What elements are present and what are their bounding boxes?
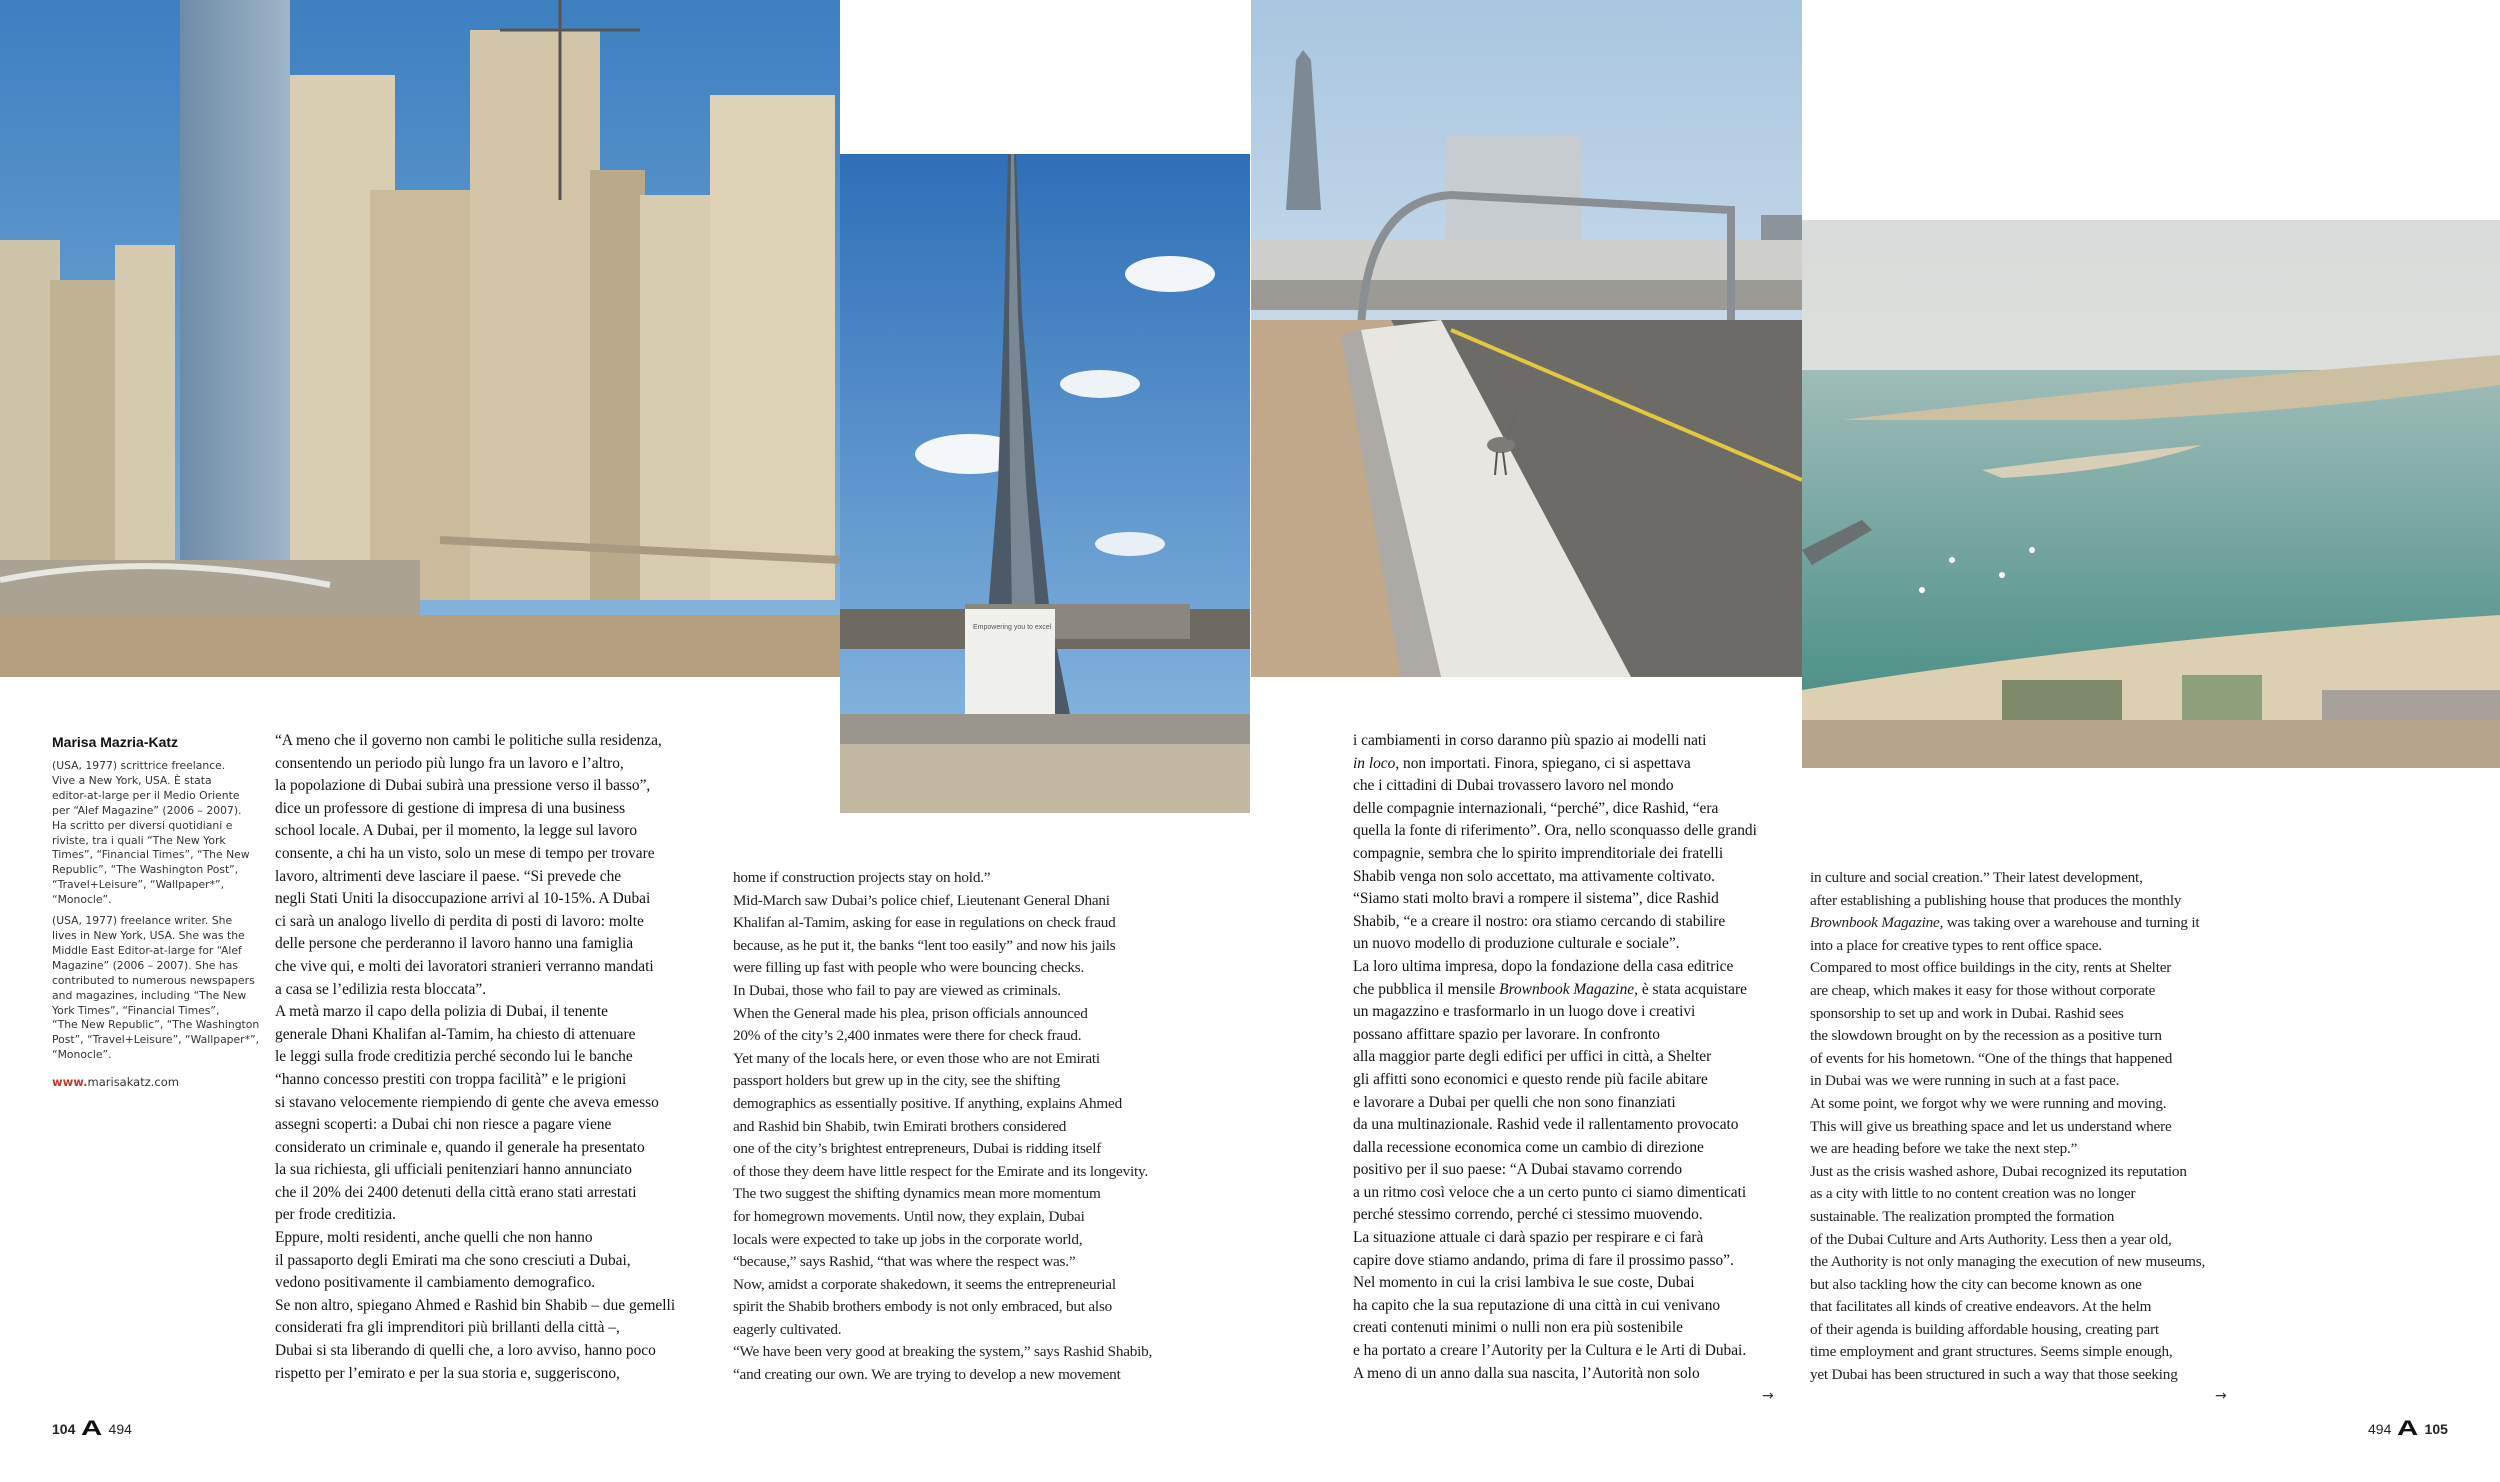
text-line: sustainable. The realization prompted the formation xyxy=(1810,1207,2115,1225)
text-line: si stavano velocemente riempiendo di gente che aveva emesso xyxy=(275,1093,659,1111)
bio-italian xyxy=(52,759,262,908)
billboard-text: Empowering you to excel xyxy=(973,624,1052,631)
bio-line: “The New Republic”, “The Washington xyxy=(52,1018,260,1032)
bio-line: per “Alef Magazine” (2006 – 2007). xyxy=(52,803,242,817)
text-line: eagerly cultivated. xyxy=(733,1320,842,1338)
bio-line: “Travel+Leisure”, “Wallpaper*”, xyxy=(52,878,224,892)
text-line: “and creating our own. We are trying to develop a new movement xyxy=(733,1366,1121,1384)
folio-left xyxy=(52,1417,132,1441)
text-line: Just as the crisis washed ashore, Dubai recognized its reputation xyxy=(1810,1162,2187,1180)
text-line: passport holders but grew up in the city, see the shifting xyxy=(733,1072,1060,1090)
text-line: after establishing a publishing house that produces the monthly xyxy=(1810,891,2182,909)
text-line: as a city with little to no content creation was no longer xyxy=(1810,1185,2136,1203)
text-line: capire dove stiamo andando, prima di fare il prossimo passo”. xyxy=(1353,1251,1734,1269)
magazine-logo-icon: A xyxy=(81,1417,103,1440)
text-line: The two suggest the shifting dynamics mean more momentum xyxy=(733,1185,1101,1203)
text-line: one of the city’s brightest entrepreneurs, Dubai is ridding itself xyxy=(733,1140,1102,1158)
bio-line: Magazine” (2006 – 2007). She has xyxy=(52,958,238,972)
bio-line: (USA, 1977) freelance writer. She xyxy=(52,914,233,928)
text-line: Nel momento in cui la crisi lambiva le sue coste, Dubai xyxy=(1353,1274,1695,1292)
text-line: possano affittare spazio per lavorare. In confronto xyxy=(1353,1025,1660,1043)
italic-phrase: in loco xyxy=(1353,754,1396,772)
text-line: that facilitates all kinds of creative endeavors. At the helm xyxy=(1810,1298,2152,1316)
text-line: ha capito che la sua reputazione di una città in cui venivano xyxy=(1353,1296,1721,1314)
issue-number-left: 494 xyxy=(108,1421,132,1437)
text-line: “because,” says Rashid, “that was where the respect was.” xyxy=(733,1253,1076,1271)
text-line: “hanno concesso prestiti con troppa facilità” e le prigioni xyxy=(275,1070,627,1088)
photo-coastline xyxy=(1802,220,2500,768)
bio-line: contributed to numerous newspapers xyxy=(52,973,255,987)
text-line: school locale. A Dubai, per il momento, la legge sul lavoro xyxy=(275,822,638,840)
text-line: time employment and grant structures. Seems simple enough, xyxy=(1810,1343,2173,1361)
text-line: home if construction projects stay on hold.” xyxy=(733,869,991,886)
text-line: le leggi sulla frode creditizia perché secondo lui le banche xyxy=(275,1048,633,1066)
text-line: ci sarà un analogo livello di perdita di posti di lavoro: molte xyxy=(275,912,644,930)
text-line: into a place for creative types to rent office space. xyxy=(1810,936,2102,954)
text-line: Eppure, molti residenti, anche quelli che non hanno xyxy=(275,1229,593,1247)
text-line: Dubai si sta liberando di quelli che, a loro avviso, hanno poco xyxy=(275,1342,656,1360)
text-line: A meno di un anno dalla sua nascita, l’Autorità non solo xyxy=(1353,1364,1700,1382)
text-line: consentendo un periodo più lungo fra un lavoro e l’altro, xyxy=(275,754,624,772)
text-line: considerati fra gli imprenditori più brillanti della città –, xyxy=(275,1319,620,1337)
article-column-4-english xyxy=(1810,867,2205,1387)
text-line: negli Stati Uniti la disoccupazione arrivi al 10-15%. A Dubai xyxy=(275,890,651,908)
text-line: lavoro, altrimenti deve lasciare il paese. “Si prevede che xyxy=(275,867,622,885)
page-number-right: 105 xyxy=(2424,1421,2448,1437)
text-line: Brownbook Magazine, was taking over a warehouse and turning it xyxy=(1810,914,2200,932)
text-line: of their agenda is building affordable housing, creating part xyxy=(1810,1320,2159,1338)
bio-line: Middle East Editor-at-large for “Alef xyxy=(52,943,242,957)
text-line: the slowdown brought on by the recession as a positive turn xyxy=(1810,1027,2162,1045)
text-line: considerato un criminale e, quando il generale ha presentato xyxy=(275,1138,645,1156)
text-line: un magazzino e trasformarlo in un luogo dove i creativi xyxy=(1353,1003,1696,1021)
text-line: spirit the Shabib brothers embody is not only embraced, but also xyxy=(733,1298,1113,1316)
text-line: compagnie, sembra che lo spirito imprenditoriale dei fratelli xyxy=(1353,844,1724,862)
text-line: because, as he put it, the banks “lent too easily” and now his jails xyxy=(733,936,1116,954)
bio-line: Ha scritto per diversi quotidiani e xyxy=(52,818,233,832)
continue-arrow-icon: → xyxy=(1762,1388,1774,1404)
text-line: This will give us breathing space and let us understand where xyxy=(1810,1117,2172,1135)
text-line: demographics as essentially positive. If anything, explains Ahmed xyxy=(733,1094,1122,1112)
text-line: “A meno che il governo non cambi le politiche sulla residenza, xyxy=(275,732,662,749)
text-line: sponsorship to set up and work in Dubai. Rashid sees xyxy=(1810,1004,2124,1022)
website-domain: marisakatz.com xyxy=(87,1075,179,1090)
text-line: Yet many of the locals here, or even those who are not Emirati xyxy=(733,1049,1100,1067)
text-line: generale Dhani Khalifan al-Tamim, ha chiesto di attenuare xyxy=(275,1025,636,1043)
bio-line: editor-at-large per il Medio Oriente xyxy=(52,788,240,802)
text-line: per frode creditizia. xyxy=(275,1206,396,1224)
text-line: consente, a chi ha un visto, solo un mese di tempo per trovare xyxy=(275,844,655,862)
text-line: of events for his hometown. “One of the things that happened xyxy=(1810,1049,2173,1067)
article-column-2-english xyxy=(733,867,1152,1387)
text-line: che i cittadini di Dubai trovassero lavoro nel mondo xyxy=(1353,777,1674,795)
text-line: and Rashid bin Shabib, twin Emirati brothers considered xyxy=(733,1117,1067,1135)
text-line: dalla recessione economica come un cambio di direzione xyxy=(1353,1138,1704,1156)
text-line: la sua richiesta, gli ufficiali penitenziari hanno annunciato xyxy=(275,1161,632,1179)
bio-line: Times”, “Financial Times”, “The New xyxy=(52,848,250,862)
text-line: gli affitti sono economici e questo rende più facile abitare xyxy=(1353,1070,1708,1088)
text-line: but also tackling how the city can become known as one xyxy=(1810,1275,2142,1293)
text-line: locals were expected to take up jobs in the corporate world, xyxy=(733,1230,1083,1248)
magazine-logo-icon: A xyxy=(2397,1417,2419,1440)
text-line: Shabib, “e a creare il nostro: ora stiamo cercando di stabilire xyxy=(1353,912,1726,930)
bio-line: and magazines, including “The New xyxy=(52,988,247,1002)
folio-right xyxy=(2368,1417,2448,1441)
text-line: “We have been very good at breaking the system,” says Rashid Shabib, xyxy=(733,1343,1153,1361)
text-line: assegni scoperti: a Dubai chi non riesce a pagare viene xyxy=(275,1116,612,1134)
text-line: Mid-March saw Dubai’s police chief, Lieutenant General Dhani xyxy=(733,891,1110,909)
author-website-link[interactable] xyxy=(52,1075,262,1089)
text-line: che pubblica il mensile Brownbook Magazine, è stata acquistare xyxy=(1353,980,1747,998)
text-line: rispetto per l’emirato e per la sua storia e, suggeriscono, xyxy=(275,1364,620,1382)
continue-arrow-icon: → xyxy=(2215,1388,2227,1404)
author-bio xyxy=(52,734,262,1089)
page-number-left: 104 xyxy=(52,1421,76,1437)
author-name: Marisa Mazria-Katz xyxy=(52,734,179,750)
text-line: e lavorare a Dubai per quelli che non sono finanziati xyxy=(1353,1093,1676,1111)
text-line: of those they deem have little respect for the Emirate and its longevity. xyxy=(733,1162,1149,1180)
text-line: in culture and social creation.” Their latest development, xyxy=(1810,869,2143,886)
bio-english xyxy=(52,914,262,1063)
italic-magazine-title: Brownbook Magazine xyxy=(1810,914,1940,932)
text-line: Now, amidst a corporate shakedown, it seems the entrepreneurial xyxy=(733,1275,1116,1293)
text-line: Shabib venga non solo accettato, ma attivamente coltivato. xyxy=(1353,867,1715,885)
text-line: il passaporto degli Emirati ma che sono cresciuti a Dubai, xyxy=(275,1251,631,1269)
text-line: a casa se l’edilizia resta bloccata”. xyxy=(275,980,487,998)
text-line: Se non altro, spiegano Ahmed e Rashid bin Shabib – due gemelli xyxy=(275,1296,676,1314)
text-line: quella la fonte di riferimento”. Ora, nello sconquasso delle grandi xyxy=(1353,822,1757,840)
text-line: da una multinazionale. Rashid vede il rallentamento provocato xyxy=(1353,1116,1739,1134)
text-line: perché stessimo correndo, perché ci stessimo muovendo. xyxy=(1353,1206,1703,1224)
photo-highway-heron xyxy=(1251,0,1802,677)
article-column-1-italian xyxy=(275,730,675,1385)
text-line: in Dubai was we were running in such at a fast pace. xyxy=(1810,1072,2120,1090)
text-line: vedono positivamente il cambiamento demografico. xyxy=(275,1274,596,1292)
text-line: che vive qui, e molti dei lavoratori stranieri verranno mandati xyxy=(275,957,654,975)
bio-line: lives in New York, USA. She was the xyxy=(52,928,245,942)
text-line: we are heading before we take the next step.” xyxy=(1810,1140,2078,1158)
text-line: “Siamo stati molto bravi a rompere il sistema”, dice Rashid xyxy=(1353,890,1719,908)
text-line: delle compagnie internazionali, “perché”, dice Rashid, “era xyxy=(1353,799,1719,817)
bio-line: York Times”, “Financial Times”, xyxy=(52,1003,220,1017)
text-line: are cheap, which makes it easy for those without corporate xyxy=(1810,981,2156,999)
photo-marina-towers xyxy=(0,0,840,677)
article-column-3-italian xyxy=(1353,730,1757,1385)
bio-line: Post”, “Travel+Leisure”, “Wallpaper*”, xyxy=(52,1033,260,1047)
text-line: creati contenuti minimi o nulli non era più sostenibile xyxy=(1353,1319,1683,1337)
text-line: La situazione attuale ci darà spazio per respirare e ci farà xyxy=(1353,1229,1704,1247)
italic-magazine-title: Brownbook Magazine xyxy=(1499,980,1635,998)
photo-burj-tower xyxy=(840,154,1250,813)
bio-line: riviste, tra i quali “The New York xyxy=(52,833,226,847)
website-prefix: www. xyxy=(52,1075,88,1090)
text-line: A metà marzo il capo della polizia di Dubai, il tenente xyxy=(275,1003,608,1021)
text-line: for homegrown movements. Until now, they explain, Dubai xyxy=(733,1207,1085,1225)
text-line: 20% of the city’s 2,400 inmates were there for check fraud. xyxy=(733,1027,1082,1045)
text-line: La loro ultima impresa, dopo la fondazione della casa editrice xyxy=(1353,957,1734,975)
text-line: un nuovo modello di produzione culturale e sociale”. xyxy=(1353,935,1680,953)
text-line: alla maggior parte degli edifici per uffici in città, a Shelter xyxy=(1353,1048,1712,1066)
text-line: At some point, we forgot why we were running and moving. xyxy=(1810,1094,2167,1112)
text-line: che il 20% dei 2400 detenuti della città erano stati arrestati xyxy=(275,1183,637,1201)
bio-line: Republic”, “The Washington Post”, xyxy=(52,863,239,877)
bio-line: “Monocle”. xyxy=(52,1048,112,1062)
text-line: In Dubai, those who fail to pay are viewed as criminals. xyxy=(733,981,1061,999)
text-line: dice un professore di gestione di impresa di una business xyxy=(275,799,626,817)
text-line: la popolazione di Dubai subirà una pressione verso il basso”, xyxy=(275,777,651,795)
text-line: positivo per il suo paese: “A Dubai stavamo correndo xyxy=(1353,1161,1683,1179)
text-line: Khalifan al-Tamim, asking for ease in regulations on check fraud xyxy=(733,914,1116,932)
issue-number-right: 494 xyxy=(2368,1421,2392,1437)
text-line: i cambiamenti in corso daranno più spazio ai modelli nati xyxy=(1353,732,1707,749)
text-line: of the Dubai Culture and Arts Authority. Less then a year old, xyxy=(1810,1230,2172,1248)
text-line: the Authority is not only managing the execution of new museums, xyxy=(1810,1253,2206,1271)
text-line: were filling up fast with people who were bouncing checks. xyxy=(733,959,1085,977)
text-line: in loco, non importati. Finora, spiegano, ci si aspettava xyxy=(1353,754,1691,772)
bio-line: “Monocle”. xyxy=(52,893,112,907)
text-line: delle persone che perderanno il lavoro hanno una famiglia xyxy=(275,935,634,953)
text-line: e ha portato a creare l’Autority per la Cultura e le Arti di Dubai. xyxy=(1353,1342,1747,1360)
bio-line: Vive a New York, USA. È stata xyxy=(52,773,212,787)
bio-line: (USA, 1977) scrittrice freelance. xyxy=(52,759,226,772)
text-line: When the General made his plea, prison officials announced xyxy=(733,1004,1088,1022)
text-line: Compared to most office buildings in the city, rents at Shelter xyxy=(1810,959,2172,977)
text-line: a un ritmo così veloce che a un certo punto ci siamo dimenticati xyxy=(1353,1183,1747,1201)
text-line: yet Dubai has been structured in such a way that those seeking xyxy=(1810,1366,2178,1384)
